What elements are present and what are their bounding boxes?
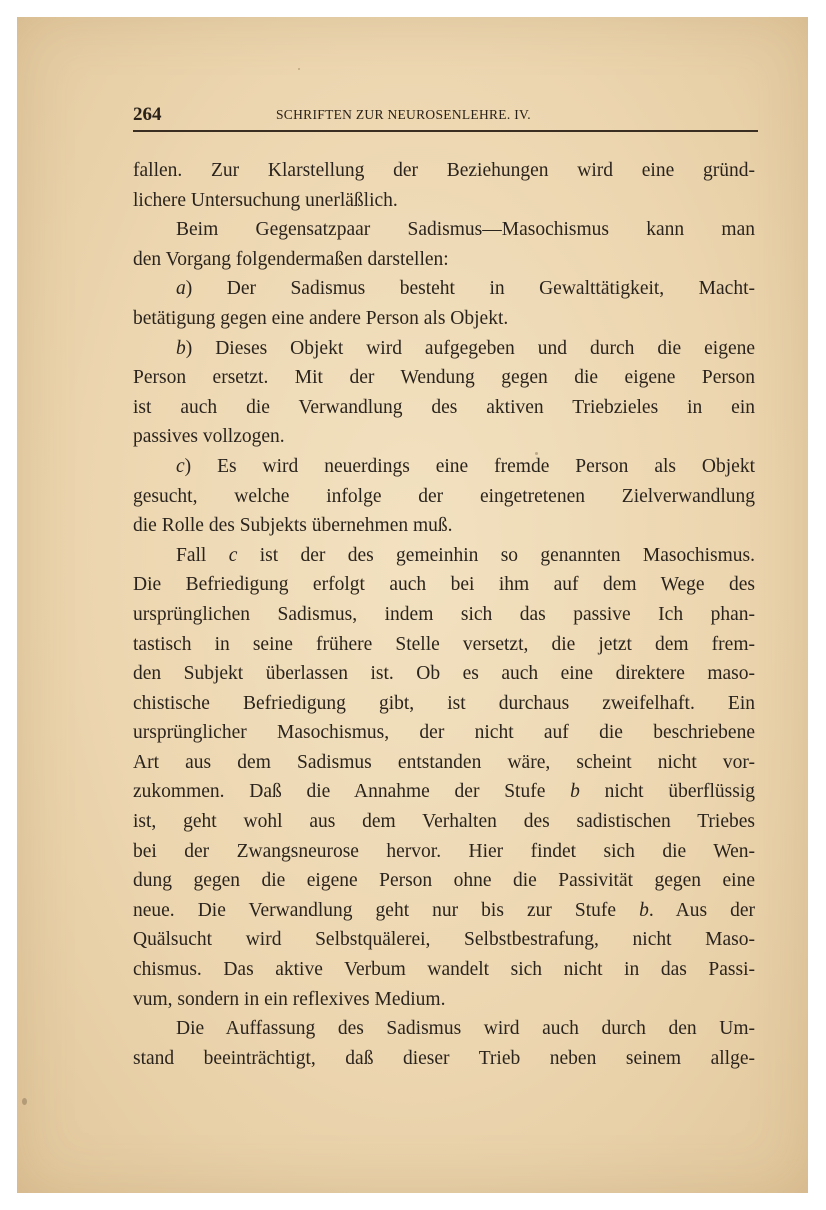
text-line: den Vorgang folgendermaßen darstellen: xyxy=(133,248,449,270)
text-line: Die Auffassung des Sadismus wird auch durch den Um- xyxy=(176,1018,755,1040)
text-line xyxy=(133,274,755,304)
italic-letter: a xyxy=(176,278,186,300)
text-segment: nicht überflüssig xyxy=(579,781,755,803)
paper-speck xyxy=(298,68,300,70)
page-header xyxy=(133,104,751,128)
text-line: die Rolle des Subjekts übernehmen muß. xyxy=(133,515,453,537)
text-line: den Subjekt überlassen ist. Ob es auch eine direktere maso- xyxy=(133,663,755,685)
italic-letter: c xyxy=(176,455,185,477)
text-line: Quälsucht wird Selbstquälerei, Selbstbestrafung, nicht Maso- xyxy=(133,929,755,951)
text-line: chistische Befriedigung gibt, ist durchaus zweifelhaft. Ein xyxy=(133,692,755,714)
text-line: chismus. Das aktive Verbum wandelt sich nicht in das Passi- xyxy=(133,959,755,981)
text-segment: neue. Die Verwandlung geht nur bis zur Stufe xyxy=(133,899,640,921)
text-line: Art aus dem Sadismus entstanden wäre, scheint nicht vor- xyxy=(133,751,755,773)
body-text xyxy=(133,156,755,1073)
running-head: SCHRIFTEN ZUR NEUROSENLEHRE. IV. xyxy=(276,107,531,122)
paper-speck xyxy=(22,1098,27,1105)
text-line: Beim Gegensatzpaar Sadismus—Masochismus kann man xyxy=(176,219,755,241)
text-line: fallen. Zur Klarstellung der Beziehungen wird eine gründ- xyxy=(133,160,755,181)
text-line xyxy=(133,541,755,571)
text-line: bei der Zwangsneurose hervor. Hier findet sich die Wen- xyxy=(133,840,755,862)
text-line xyxy=(133,896,755,926)
text-segment: ) Es wird neuerdings eine fremde Person als Objekt xyxy=(184,455,755,477)
text-line: stand beeinträchtigt, daß dieser Trieb neben seinem allge- xyxy=(133,1047,755,1069)
text-line: Die Befriedigung erfolgt auch bei ihm auf dem Wege des xyxy=(133,574,755,596)
text-line: ist auch die Verwandlung des aktiven Triebzieles in ein xyxy=(133,396,755,418)
text-line: lichere Untersuchung unerläßlich. xyxy=(133,189,398,211)
italic-letter: b xyxy=(176,337,186,359)
text-line: passives vollzogen. xyxy=(133,426,285,448)
text-line: ist, geht wohl aus dem Verhalten des sadistischen Triebes xyxy=(133,811,755,833)
text-line: tastisch in seine frühere Stelle versetzt, die jetzt dem frem- xyxy=(133,633,755,655)
text-line: vum, sondern in ein reflexives Medium. xyxy=(133,988,446,1010)
text-segment: Fall xyxy=(176,544,229,566)
text-line: betätigung gegen eine andere Person als Objekt. xyxy=(133,307,509,329)
italic-letter: c xyxy=(228,544,238,566)
text-line xyxy=(133,777,755,807)
text-line: dung gegen die eigene Person ohne die Passivität gegen eine xyxy=(133,870,755,892)
text-segment: ist der des gemeinhin so genannten Masochismus. xyxy=(237,544,755,566)
italic-letter: b xyxy=(570,781,580,803)
text-line xyxy=(133,334,755,364)
text-segment: . Aus der xyxy=(648,899,755,921)
text-segment: zukommen. Daß die Annahme der Stufe xyxy=(133,781,571,803)
text-line: ursprünglicher Masochismus, der nicht auf die beschriebene xyxy=(133,722,755,744)
text-line: Person ersetzt. Mit der Wendung gegen die eigene Person xyxy=(133,367,755,389)
page-number: 264 xyxy=(133,104,162,125)
text-segment: ) Dieses Objekt wird aufgegeben und durch die eigene xyxy=(185,337,755,359)
text-line: ursprünglichen Sadismus, indem sich das passive Ich phan- xyxy=(133,603,755,625)
text-line: gesucht, welche infolge der eingetretenen Zielverwandlung xyxy=(133,485,755,507)
text-segment: ) Der Sadismus besteht in Gewalttätigkeit, Macht- xyxy=(185,278,755,300)
header-rule xyxy=(133,130,758,132)
italic-letter: b xyxy=(639,899,649,921)
text-line xyxy=(133,452,755,482)
